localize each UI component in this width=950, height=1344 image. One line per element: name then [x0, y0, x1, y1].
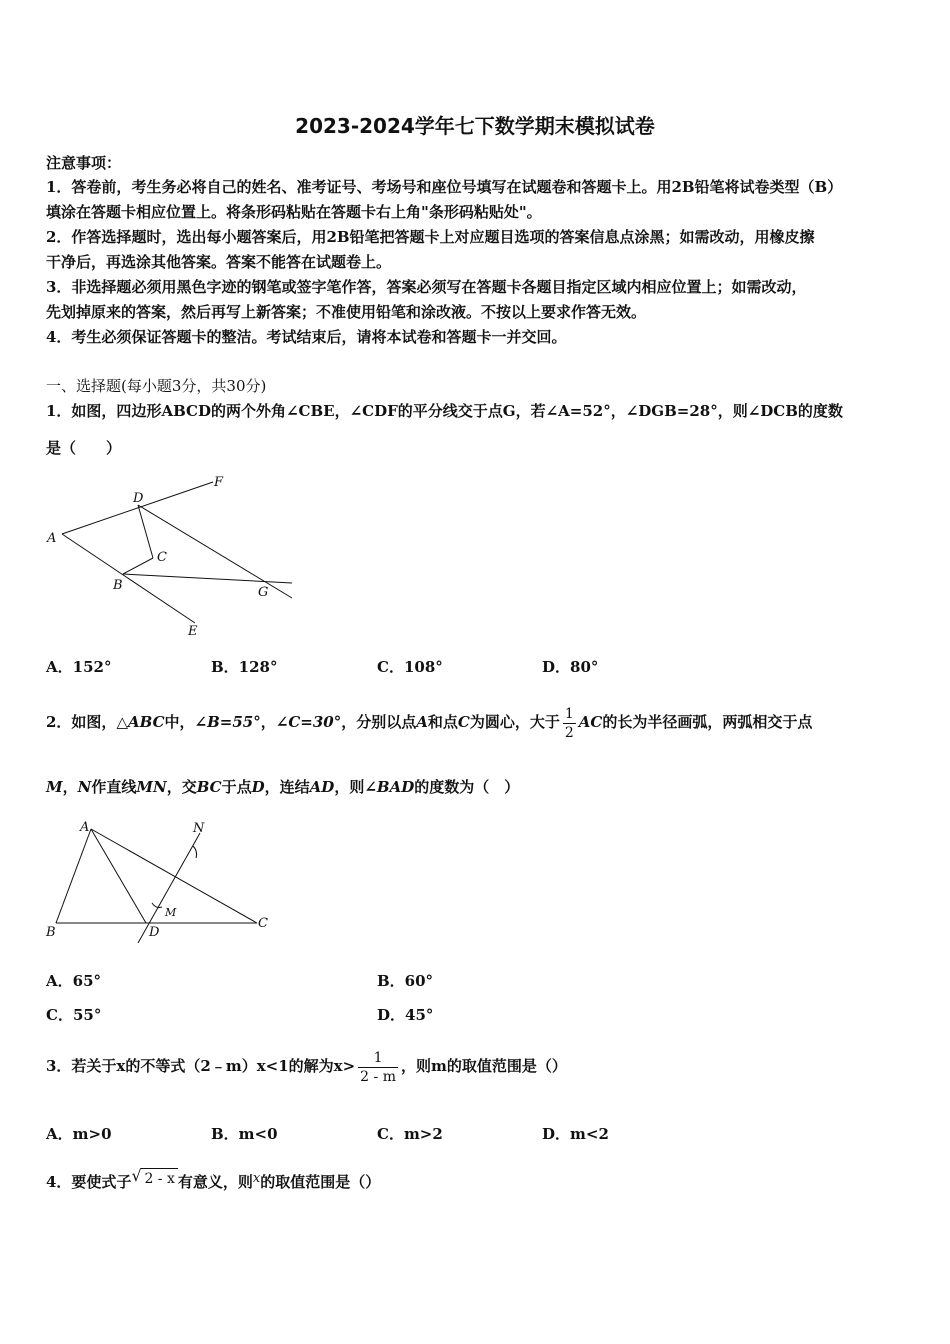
point-label-D: D — [149, 925, 160, 940]
q2-option-b: B．60° — [377, 972, 434, 990]
q3-option-c: C．m>2 — [377, 1125, 443, 1143]
line-AE — [62, 534, 195, 623]
q4-text-pre: 4．要使式子 — [46, 1173, 132, 1191]
q3-option-a: A．m>0 — [46, 1125, 112, 1143]
q2-text: 2．如图， — [46, 713, 117, 731]
point-label-C: C — [258, 916, 268, 931]
q2-option-a: A．65° — [46, 972, 102, 990]
q2-figure — [40, 815, 280, 945]
point-label-D: D — [133, 491, 144, 506]
q3-option-b: B．m<0 — [211, 1125, 278, 1143]
q3-text-post: ，则m的取值范围是（） — [400, 1057, 567, 1075]
q2-text: 于点 — [221, 778, 252, 796]
q2-point-m: M — [46, 778, 63, 796]
q2-text: ， — [260, 713, 276, 731]
q1-option-b: B．128° — [211, 658, 278, 676]
q2-angle-bad: ∠BAD — [364, 778, 415, 796]
q2-text: 为圆心，大于 — [469, 713, 560, 731]
side-AB — [56, 829, 91, 923]
q2-angle-c: ∠C=30° — [275, 713, 342, 731]
point-label-F: F — [214, 475, 224, 490]
q3-fraction — [358, 1049, 398, 1086]
q2-option-d: D．45° — [377, 1006, 434, 1024]
q2-segment-ad: AD — [309, 778, 335, 796]
section-heading: 一、选择题(每小题3分，共30分) — [46, 377, 267, 395]
notice-heading: 注意事项： — [46, 154, 122, 172]
q3-fraction-denominator: 2 - m — [360, 1068, 396, 1085]
notice-line: 先划掉原来的答案，然后再写上新答案；不准使用铅笔和涂改液。不按以上要求作答无效。 — [46, 303, 647, 321]
point-label-B: B — [46, 925, 56, 940]
q2-point-n: N — [77, 778, 92, 796]
q2-option-c: C．55° — [46, 1006, 102, 1024]
q2-text: 作直线 — [91, 778, 137, 796]
q4-text-post: 的取值范围是（） — [260, 1173, 381, 1191]
q2-fraction-numerator: 1 — [564, 705, 574, 722]
q2-text: 中， — [164, 713, 195, 731]
notice-line: 干净后，再选涂其他答案。答案不能答在试题卷上。 — [46, 253, 392, 271]
q2-text: ，交 — [166, 778, 197, 796]
notice-line: 3．非选择题必须用黑色字迹的钢笔或签字笔作答，答案必须写在答题卡各题目指定区域内相应位置上；如需改动， — [46, 278, 807, 296]
q4-text — [46, 1168, 908, 1192]
q1-text-line1: 1．如图，四边形ABCD的两个外角∠CBE，∠CDF的平分线交于点G，若∠A=52°，∠DGB=28°，则∠DCB的度数 — [46, 402, 843, 420]
q3-text — [46, 1043, 908, 1089]
q3-fraction-numerator: 1 — [373, 1049, 383, 1066]
q2-point-c: C — [457, 713, 470, 731]
arc-mark-n — [193, 846, 197, 858]
q2-point-a: A — [416, 713, 428, 731]
q4-radicand: 2 - x — [141, 1168, 177, 1189]
q1-option-c: C．108° — [377, 658, 443, 676]
q2-text: 的长为半径画弧，两弧相交于点 — [602, 713, 813, 731]
q2-text: 和点 — [427, 713, 458, 731]
q2-text-line2 — [46, 777, 908, 797]
point-label-A: A — [47, 531, 57, 546]
point-label-C: C — [157, 550, 167, 565]
q3-option-d: D．m<2 — [542, 1125, 609, 1143]
line-AF — [62, 482, 213, 534]
q2-text: 的度数为（ ） — [414, 778, 520, 796]
point-label-G: G — [258, 585, 269, 600]
line-BG — [123, 574, 292, 583]
q2-text: ，则 — [334, 778, 365, 796]
sqrt-icon: √ — [131, 1166, 142, 1185]
notice-line: 2．作答选择题时，选出每小题答案后，用2B铅笔把答题卡上对应题目选项的答案信息点涂黑；如需改动，用橡皮擦 — [46, 228, 815, 246]
q1-option-d: D．80° — [542, 658, 599, 676]
q2-angle-b: ∠B=55° — [194, 713, 261, 731]
point-label-N: N — [193, 821, 205, 836]
point-label-M: M — [165, 906, 177, 919]
q1-option-a: A．152° — [46, 658, 112, 676]
q4-sqrt — [131, 1168, 177, 1189]
q4-variable: x — [252, 1171, 261, 1186]
q1-figure — [40, 470, 310, 645]
point-label-B: B — [113, 578, 123, 593]
q2-text: ，连结 — [264, 778, 310, 796]
q2-fraction-denominator: 2 — [564, 724, 574, 741]
point-label-A: A — [80, 820, 90, 835]
q2-line-mn: MN — [136, 778, 167, 796]
page-title: 2023-2024学年七下数学期末模拟试卷 — [295, 114, 655, 138]
q2-triangle: △ABC — [116, 713, 165, 731]
line-CB — [123, 558, 153, 574]
q2-text: ， — [62, 778, 78, 796]
q2-segment-bc: BC — [196, 778, 222, 796]
line-MN — [138, 833, 200, 943]
point-label-E: E — [188, 624, 198, 639]
q4-text-mid: 有意义，则 — [177, 1173, 253, 1191]
q2-text-line1 — [46, 700, 908, 744]
q2-fraction — [563, 705, 576, 742]
q3-text-pre: 3．若关于x的不等式（2﹣m）x<1的解为x> — [46, 1057, 356, 1075]
notice-line: 1．答卷前，考生务必将自己的姓名、准考证号、考场号和座位号填写在试题卷和答题卡上。用2B铅笔将试卷类型（B） — [46, 178, 843, 196]
q2-text: ，分别以点 — [341, 713, 417, 731]
q2-segment: AC — [578, 713, 603, 731]
q2-point-d: D — [251, 778, 265, 796]
q1-text-line2: 是（ ） — [46, 439, 122, 457]
notice-line: 4．考生必须保证答题卡的整洁。考试结束后，请将本试卷和答题卡一并交回。 — [46, 328, 567, 346]
segment-AD — [91, 829, 146, 923]
notice-line: 填涂在答题卡相应位置上。将条形码粘贴在答题卡右上角"条形码粘贴处"。 — [46, 203, 542, 221]
